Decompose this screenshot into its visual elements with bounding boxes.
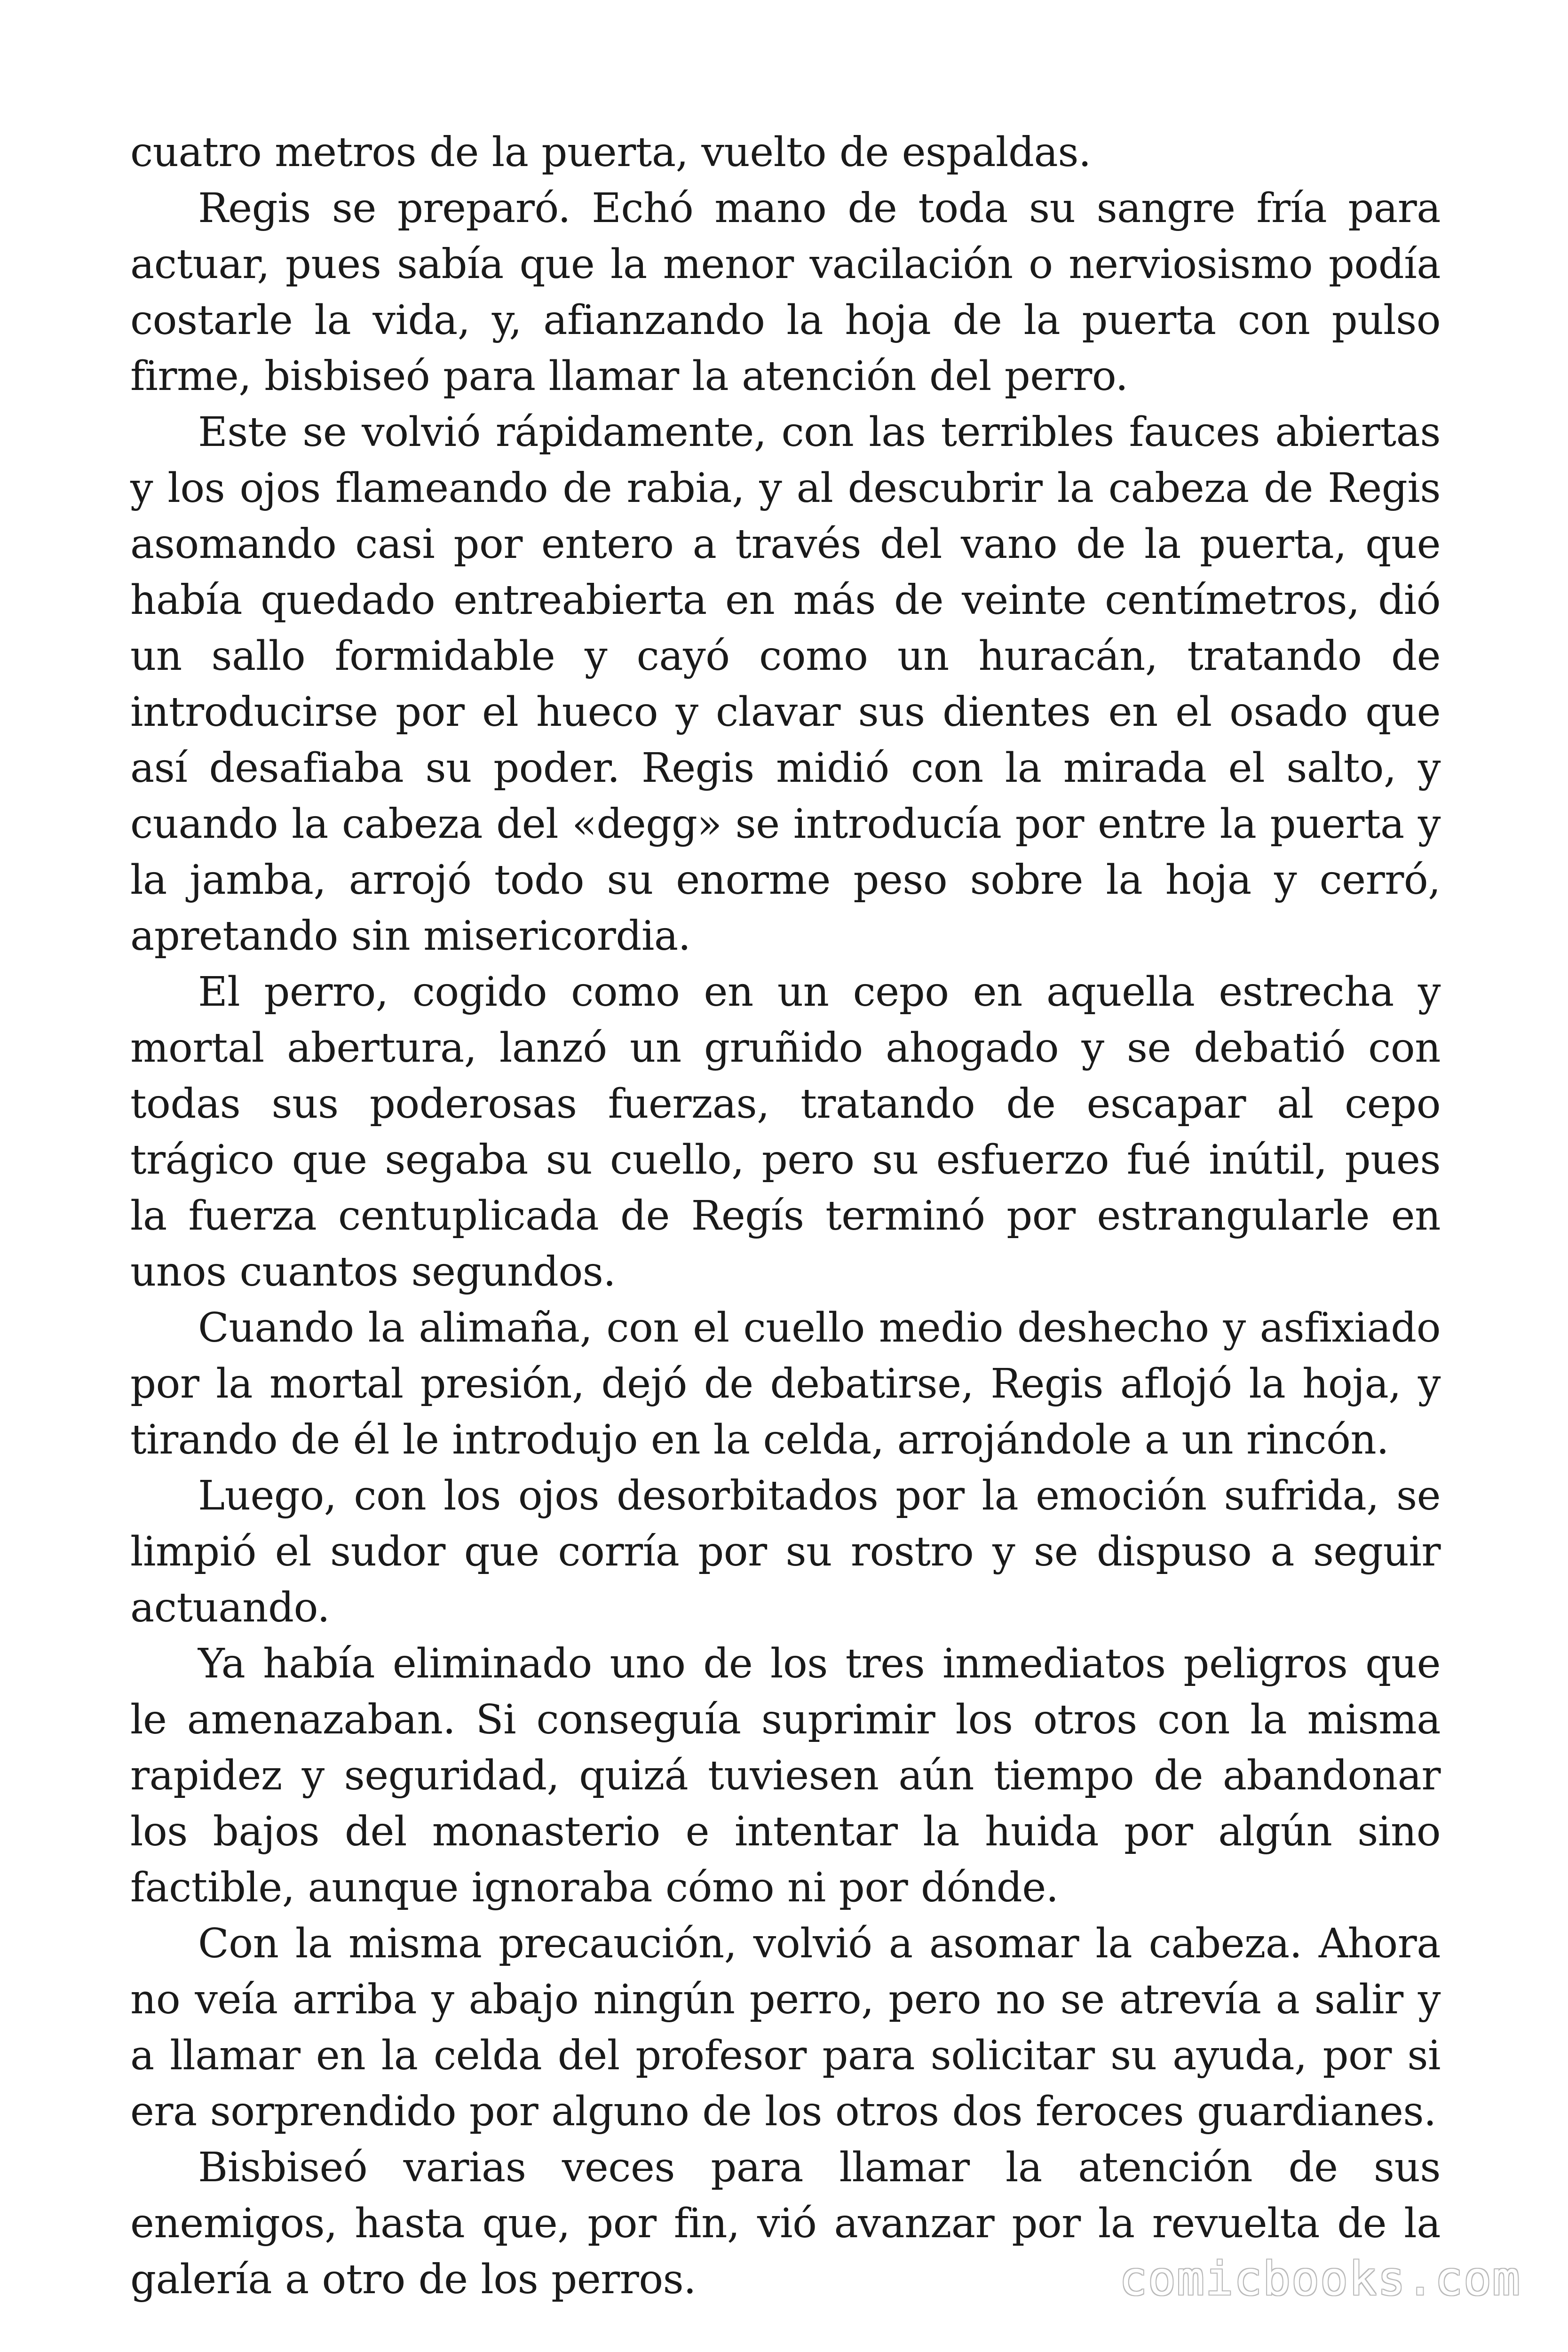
- paragraph: Luego, con los ojos desorbitados por la emoción sufrida, se limpió el sudor que corría por su rostro y se dispuso a seguir actuando.: [130, 1472, 1441, 1631]
- paragraph: Regis se preparó. Echó mano de toda su sangre fría para actuar, pues sabía que la menor vacilación o nerviosismo podía costarle la vida, y, afianzando la hoja de la puerta con pulso firme, bisbiseó para llamar la atención del perro.: [130, 185, 1441, 400]
- watermark-logo: comicbooks.com: [1119, 2252, 1521, 2306]
- book-page-text: [130, 125, 1441, 2308]
- paragraph: Ya había eliminado uno de los tres inmediatos peligros que le amenazaban. Si conseguía suprimir los otros con la misma rapidez y seguridad, quizá tuviesen aún tiempo de abandonar los bajos del monasterio e intentar la huida por algún sino factible, aunque ignoraba cómo ni por dónde.: [130, 1640, 1441, 1911]
- paragraph: Cuando la alimaña, con el cuello medio deshecho y asfixiado por la mortal presión, dejó de debatirse, Regis aflojó la hoja, y tirando de él le introdujo en la celda, arrojándole a un rincón.: [130, 1304, 1441, 1463]
- paragraph: Con la misma precaución, volvió a asomar la cabeza. Ahora no veía arriba y abajo ningún perro, pero no se atrevía a salir y a llamar en la celda del profesor para solicitar su ayuda, por si era sorprendido por alguno de los otros dos feroces guardianes.: [130, 1920, 1441, 2135]
- paragraph: Bisbiseó varias veces para llamar la atención de sus enemigos, hasta que, por fin, vió avanzar por la revuelta de la galería a otro de los perros.: [130, 2144, 1441, 2303]
- paragraph-continuation: cuatro metros de la puerta, vuelto de espaldas.: [130, 129, 1091, 176]
- paragraph: Este se volvió rápidamente, con las terribles fauces abiertas y los ojos flameando de rabia, y al descubrir la cabeza de Regis asomando casi por entero a través del vano de la puerta, que había quedado entreabierta en más de veinte centímetros, dió un sallo formidable y cayó como un huracán, tratando de introducirse por el hueco y clavar sus dientes en el osado que así desafiaba su poder. Regis midió con la mirada el salto, y cuando la cabeza del «degg» se introducía por entre la puerta y la jamba, arrojó todo su enorme peso sobre la hoja y cerró, apretando sin misericordia.: [130, 409, 1441, 960]
- paragraph: El perro, cogido como en un cepo en aquella estrecha y mortal abertura, lanzó un gruñido ahogado y se debatió con todas sus poderosas fuerzas, tratando de escapar al cepo trágico que segaba su cuello, pero su esfuerzo fué inútil, pues la fuerza centuplicada de Regís terminó por estrangularle en unos cuantos segundos.: [130, 969, 1441, 1295]
